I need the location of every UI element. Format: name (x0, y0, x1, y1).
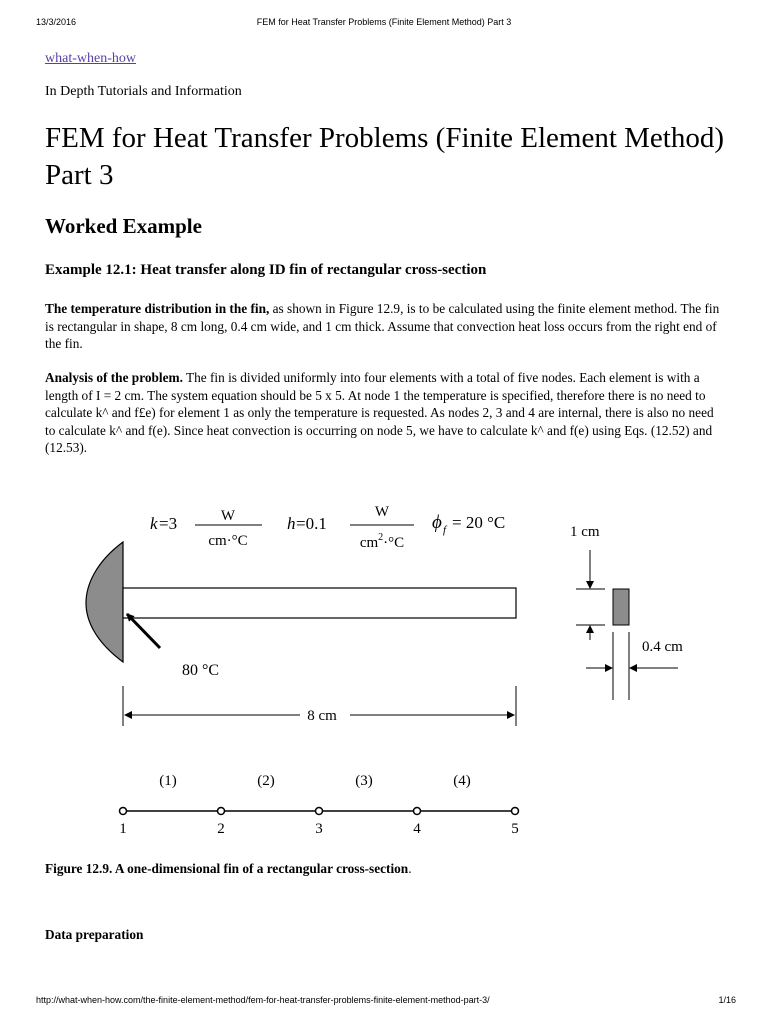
h-symbol: h (287, 514, 296, 533)
site-home-link[interactable]: what-when-how (45, 51, 136, 66)
figure-caption (45, 861, 412, 877)
length-label: 8 cm (307, 708, 337, 724)
mesh-element-label: (3) (355, 773, 373, 789)
mesh-node-label: 2 (217, 821, 225, 837)
print-title: FEM for Heat Transfer Problems (Finite Element Method) Part 3 (256, 17, 512, 27)
mesh-element-label: (2) (257, 773, 275, 789)
phi-value: = 20 °C (452, 513, 506, 532)
mesh-node-label: 5 (511, 821, 519, 837)
paragraph-temperature-distribution (45, 300, 723, 353)
site-tagline: In Depth Tutorials and Information (45, 84, 242, 99)
figure-caption-period: . (408, 861, 412, 876)
mesh-element-label: (1) (159, 773, 177, 789)
paragraph-body: The fin is divided uniformly into four elements with a total of five nodes. Each element is with a length of I = 2 cm. The system equation should be 5 x 5. At node 1 the temperature is specified, therefore there is no need to calculate k^ and f£e) for element 1 as only the temperature is requested. As nodes 2, 3 and 4 are internal, there is also no need to calculate k^ and f(e). Since heat convection is occurring on node 5, we have to calculate k^ and f(e) using Eqs. (12.52) and (12.53). (45, 370, 714, 455)
h-unit-denominator (360, 532, 404, 551)
mesh-node (512, 808, 519, 815)
h-value: =0.1 (296, 514, 327, 533)
phi-subscript: f (443, 524, 447, 536)
mesh-node-label: 3 (315, 821, 323, 837)
mesh-node-label: 4 (413, 821, 421, 837)
h-unit-denominator-tail: ·°C (383, 535, 405, 551)
mesh-element-label: (4) (453, 773, 471, 789)
fin-figure (0, 490, 768, 850)
phi-symbol: ϕ (432, 512, 442, 533)
thickness-label: 1 cm (570, 524, 600, 540)
figure-caption-text: Figure 12.9. A one-dimensional fin of a rectangular cross-section (45, 861, 409, 876)
paragraph-analysis (45, 369, 723, 457)
mesh-node-label: 1 (119, 821, 127, 837)
fin-base-wall (86, 542, 123, 662)
page-number: 1/16 (718, 995, 736, 1005)
fin-body (123, 588, 516, 618)
mesh-node (316, 808, 323, 815)
paragraph-lead: Analysis of the problem. (45, 370, 183, 385)
mesh-node (414, 808, 421, 815)
mesh-node-labels (119, 821, 519, 837)
k-value: =3 (159, 514, 178, 533)
data-preparation-heading: Data preparation (45, 927, 144, 942)
h-unit-numerator: W (374, 504, 390, 520)
base-temperature-pointer (127, 614, 160, 648)
mesh-node (218, 808, 225, 815)
mesh-element-labels (159, 773, 471, 789)
mesh-node (120, 808, 127, 815)
section-heading: Worked Example (45, 214, 202, 238)
k-unit-numerator: W (220, 508, 236, 524)
paragraph-lead: The temperature distribution in the fin, (45, 301, 270, 316)
h-unit-denominator-base: cm (359, 535, 379, 551)
print-date: 13/3/2016 (36, 17, 77, 27)
page-title: FEM for Heat Transfer Problems (Finite Element Method) Part 3 (45, 122, 724, 191)
h-unit-denominator-exponent: 2 (378, 532, 384, 543)
width-label: 0.4 cm (642, 639, 683, 655)
base-temperature-label: 80 °C (182, 662, 220, 679)
example-heading: Example 12.1: Heat transfer along ID fin of rectangular cross-section (45, 262, 487, 278)
k-symbol: k (150, 514, 158, 533)
page-url: http://what-when-how.com/the-finite-element-method/fem-for-heat-transfer-problems-finite-element-method-part-3/ (36, 995, 490, 1005)
paragraph-body: as shown in Figure 12.9, is to be calculated using the finite element method. The fin is rectangular in shape, 8 cm long, 0.4 cm wide, and 1 cm thick. Assume that convection heat loss occurs from the right end of the fin. (45, 301, 720, 351)
cross-section (613, 589, 629, 625)
k-unit-denominator: cm·°C (208, 533, 248, 549)
